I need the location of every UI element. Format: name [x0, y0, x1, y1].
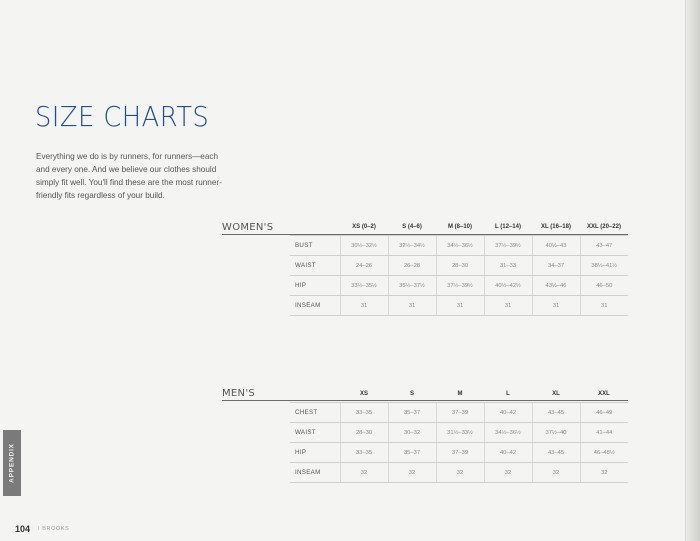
table-cell: 37½–40 [532, 423, 580, 443]
row-label: INSEAM [290, 463, 340, 483]
table-cell: 38½–41½ [580, 256, 628, 276]
table-cell: 37½–39½ [484, 236, 532, 256]
table-cell: 32 [532, 463, 580, 483]
intro-paragraph: Everything we do is by runners, for runners—each and every one. And we believe our clothes should simply fit well. You'll find these are the most runner-friendly fits regardless of your build. [36, 152, 222, 200]
table-cell: 34–37 [532, 256, 580, 276]
table-cell: 32 [388, 463, 436, 483]
table-cell: 35–37 [388, 443, 436, 463]
table-cell: 28–30 [436, 256, 484, 276]
table-cell: 35½–37½ [388, 276, 436, 296]
table-cell: 43–45 [532, 443, 580, 463]
page-edge [686, 0, 700, 541]
table-cell: 32 [580, 463, 628, 483]
table-cell: 46–50 [580, 276, 628, 296]
table-cell: 34½–36½ [484, 423, 532, 443]
table-row [290, 236, 628, 256]
table-cell: 30–32 [388, 423, 436, 443]
table-cell: 31 [388, 296, 436, 316]
mens-header-spacer [290, 386, 340, 403]
row-label: CHEST [290, 403, 340, 423]
mens-section-label: MEN'S [222, 388, 256, 399]
table-cell: 35–37 [388, 403, 436, 423]
table-cell: 37–39 [436, 443, 484, 463]
table-cell: 46–48½ [580, 443, 628, 463]
womens-col-xxl: XXL (20–22) [587, 224, 621, 230]
table-cell: 32 [436, 463, 484, 483]
table-cell: 41–44 [580, 423, 628, 443]
row-label: HIP [290, 276, 340, 296]
table-cell: 30½–32½ [340, 236, 388, 256]
table-cell: 32 [484, 463, 532, 483]
table-cell: 31 [580, 296, 628, 316]
womens-col-s: S (4–6) [402, 224, 422, 230]
mens-col-m: M [457, 391, 463, 397]
table-row [290, 403, 628, 423]
table-cell: 31–33 [484, 256, 532, 276]
table-cell: 37½–39½ [436, 276, 484, 296]
table-cell: 28–30 [340, 423, 388, 443]
table-row [290, 423, 628, 443]
row-label: HIP [290, 443, 340, 463]
table-cell: 43–45 [532, 403, 580, 423]
womens-size-table [290, 219, 628, 316]
brand-footer: I BROOKS [38, 526, 70, 532]
womens-header-spacer [290, 219, 340, 236]
table-cell: 43–47 [580, 236, 628, 256]
table-cell: 40–42 [484, 403, 532, 423]
row-label: WAIST [290, 256, 340, 276]
table-cell: 31 [340, 296, 388, 316]
mens-col-xxl: XXL [598, 391, 610, 397]
womens-col-xl: XL (16–18) [541, 224, 571, 230]
table-cell: 31½–33½ [436, 423, 484, 443]
table-cell: 40½–42½ [484, 276, 532, 296]
table-cell: 31 [484, 296, 532, 316]
table-cell: 32 [340, 463, 388, 483]
table-cell: 26–28 [388, 256, 436, 276]
mens-size-table [290, 386, 628, 483]
table-row [290, 256, 628, 276]
table-row [290, 296, 628, 316]
table-row [290, 463, 628, 483]
womens-col-l: L (12–14) [495, 224, 521, 230]
table-cell: 32½–34½ [388, 236, 436, 256]
row-label: WAIST [290, 423, 340, 443]
appendix-tab-label: APPENDIX [8, 443, 16, 483]
mens-col-xl: XL [552, 391, 560, 397]
table-cell: 40½–43 [532, 236, 580, 256]
row-label: BUST [290, 236, 340, 256]
page-title: SIZE CHARTS [35, 100, 210, 133]
womens-section-label: WOMEN'S [222, 222, 274, 233]
womens-col-xs: XS (0–2) [352, 224, 376, 230]
womens-col-m: M (8–10) [447, 224, 472, 230]
page-number: 104 [15, 524, 31, 534]
mens-col-s: S [409, 391, 414, 397]
table-row [290, 276, 628, 296]
row-label: INSEAM [290, 296, 340, 316]
table-cell: 31 [436, 296, 484, 316]
table-cell: 37–39 [436, 403, 484, 423]
table-cell: 33–35 [340, 403, 388, 423]
table-cell: 33½–35½ [340, 276, 388, 296]
table-cell: 33–35 [340, 443, 388, 463]
table-cell: 43½–46 [532, 276, 580, 296]
table-cell: 31 [532, 296, 580, 316]
mens-col-l: L [506, 391, 510, 397]
table-cell: 24–26 [340, 256, 388, 276]
appendix-tab [3, 430, 21, 496]
table-cell: 46–49 [580, 403, 628, 423]
table-row [290, 443, 628, 463]
table-cell: 40–42 [484, 443, 532, 463]
table-cell: 34½–36½ [436, 236, 484, 256]
mens-col-xs: XS [359, 391, 368, 397]
